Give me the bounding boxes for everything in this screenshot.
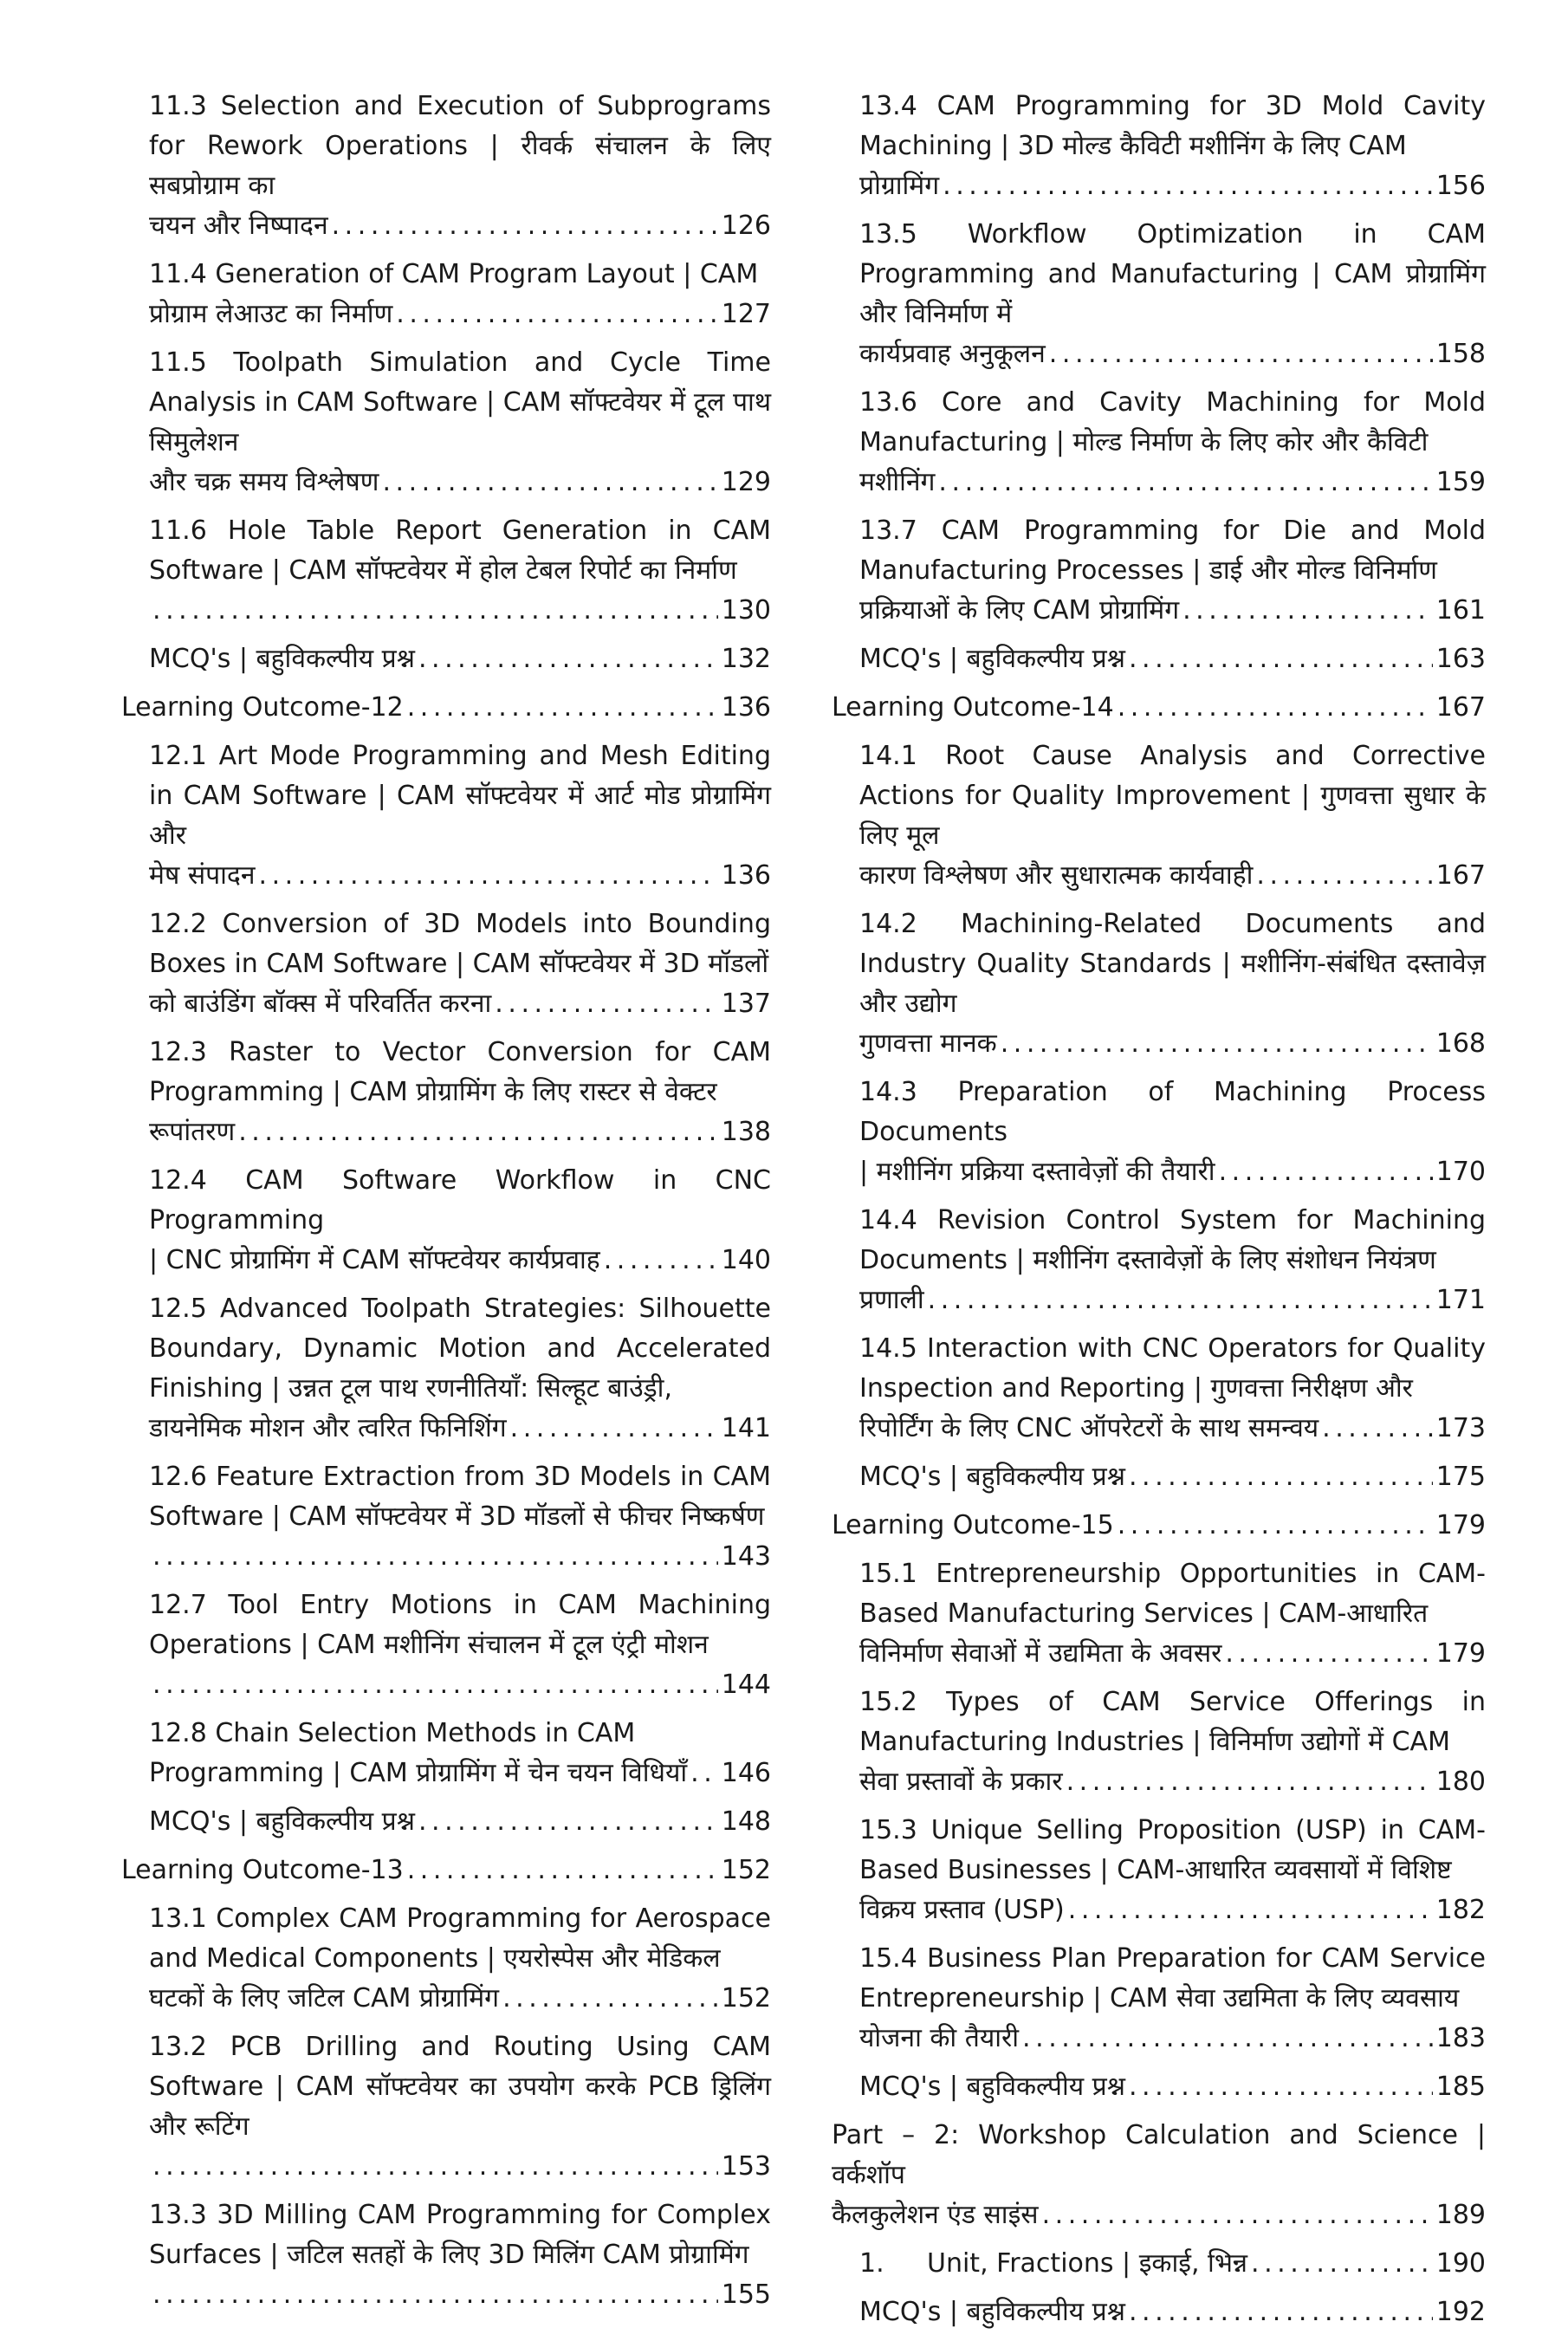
toc-column-right [832, 87, 1486, 2341]
toc-entry-lead: MCQ's | बहुविकल्पीय प्रश्न [149, 1806, 415, 1837]
toc-leader-row [149, 1409, 771, 1449]
toc-entry[interactable] [149, 255, 771, 334]
toc-entry-lead: सेवा प्रस्तावों के प्रकार [859, 1767, 1063, 1797]
toc-entry[interactable] [149, 905, 771, 1024]
dot-leader [943, 166, 1433, 206]
toc-page-number: 136 [721, 860, 771, 891]
toc-entry[interactable] [149, 1033, 771, 1152]
dot-leader [510, 1409, 718, 1449]
toc-entry[interactable] [121, 688, 771, 728]
toc-entry-title: 14.5 Interaction with CNC Operators for Quality Inspection and Reporting | गुणवत्ता निरीक्षण और [859, 1333, 1486, 1404]
dot-leader [495, 984, 717, 1024]
toc-entry[interactable] [859, 383, 1486, 503]
dot-leader [1129, 2292, 1433, 2332]
dot-leader [690, 1754, 718, 1793]
dot-leader [1022, 2019, 1433, 2059]
toc-entry[interactable] [859, 1073, 1486, 1192]
dot-leader [396, 295, 717, 334]
toc-page-number: 167 [1435, 860, 1486, 891]
toc-entry[interactable] [149, 1714, 771, 1793]
toc-entry-number: 1. [859, 2248, 884, 2279]
toc-entry-lead: और चक्र समय विश्लेषण [149, 467, 379, 497]
toc-entry-lead: कैलकुलेशन एंड साइंस [832, 2200, 1039, 2230]
toc-entry[interactable] [149, 511, 771, 631]
toc-page-number: 175 [1435, 1462, 1486, 1492]
dot-leader [407, 1851, 718, 1890]
toc-entry-title: 14.1 Root Cause Analysis and Corrective Actions for Quality Improvement | गुणवत्ता सुधार के लिए मूल [859, 741, 1486, 851]
toc-entry-title: 12.3 Raster to Vector Conversion for CAM Programming | CAM प्रोग्रामिंग के लिए रास्टर से वेक्टर [149, 1037, 771, 1107]
dot-leader [152, 2275, 718, 2315]
dot-leader [332, 206, 718, 246]
toc-leader-row [859, 1281, 1486, 1320]
toc-entry[interactable] [859, 2292, 1486, 2332]
toc-entry-title: 15.1 Entrepreneurship Opportunities in CAM-Based Manufacturing Services | CAM-आधारित [859, 1559, 1486, 1629]
toc-entry-title: 12.5 Advanced Toolpath Strategies: Silhouette Boundary, Dynamic Motion and Accelerated Finishing | उन्नत टूल पाथ रणनीतियाँ: सिल्हूट बाउंड्री, [149, 1294, 771, 1404]
toc-leader-row [859, 1890, 1486, 1930]
toc-page-number: 137 [721, 989, 771, 1019]
dot-leader [1225, 1634, 1432, 1674]
toc-page-number: 126 [721, 211, 771, 241]
dot-leader [418, 639, 718, 679]
toc-leader-row [859, 334, 1486, 374]
toc-entry-title: 14.4 Revision Control System for Machining Documents | मशीनिंग दस्तावेज़ों के लिए संशोधन नियंत्रण [859, 1205, 1486, 1275]
dot-leader [1251, 2244, 1433, 2284]
dot-leader [238, 1112, 718, 1152]
toc-page-number: 167 [1435, 692, 1486, 723]
toc-entry-title: 14.2 Machining-Related Documents and Industry Quality Standards | मशीनिंग-संबंधित दस्तावेज़ और उद्योग [859, 909, 1486, 1019]
toc-entry[interactable] [149, 2195, 771, 2315]
dot-leader [152, 2147, 718, 2187]
toc-page-number: 192 [1435, 2297, 1486, 2327]
toc-entry-title: 12.6 Feature Extraction from 3D Models in CAM Software | CAM सॉफ्टवेयर में 3D मॉडलों से फीचर निष्कर्षण [149, 1462, 771, 1532]
toc-entry[interactable] [859, 736, 1486, 896]
toc-entry-lead: | मशीनिंग प्रक्रिया दस्तावेज़ों की तैयारी [859, 1157, 1215, 1187]
dot-leader [1066, 1762, 1433, 1802]
toc-entry[interactable] [149, 1802, 771, 1842]
toc-entry-lead: कार्यप्रवाह अनुकूलन [859, 339, 1046, 369]
toc-page-number: 156 [1435, 171, 1486, 201]
toc-entry[interactable] [149, 1899, 771, 2019]
toc-leader-row [149, 1979, 771, 2019]
dot-leader [1129, 1457, 1433, 1497]
toc-leader-row [121, 1851, 771, 1890]
toc-entry-lead: रूपांतरण [149, 1117, 236, 1147]
toc-entry-lead: विनिर्माण सेवाओं में उद्यमिता के अवसर [859, 1638, 1222, 1669]
toc-entry[interactable] [859, 1554, 1486, 1674]
toc-page-number: 180 [1435, 1767, 1486, 1797]
toc-leader-row [859, 2244, 1486, 2284]
toc-page-number: 182 [1435, 1895, 1486, 1925]
toc-entry-lead: मशीनिंग [859, 467, 936, 497]
toc-entry-lead: MCQ's | बहुविकल्पीय प्रश्न [859, 2072, 1125, 2102]
toc-entry[interactable] [859, 905, 1486, 1064]
toc-entry-title: 12.8 Chain Selection Methods in CAM [149, 1718, 636, 1748]
toc-page-number: 183 [1435, 2023, 1486, 2053]
toc-entry-lead: चयन और निष्पादन [149, 211, 328, 241]
toc-entry[interactable] [859, 2067, 1486, 2107]
toc-entry[interactable] [859, 1201, 1486, 1320]
toc-entry-title: 15.3 Unique Selling Proposition (USP) in CAM-Based Businesses | CAM-आधारित व्यवसायों में विशिष्ट [859, 1815, 1486, 1885]
toc-entry-lead: MCQ's | बहुविकल्पीय प्रश्न [859, 2297, 1125, 2327]
toc-page-number: 189 [1435, 2200, 1486, 2230]
toc-entry[interactable] [832, 688, 1486, 728]
toc-entry[interactable] [859, 1683, 1486, 1802]
toc-entry[interactable] [859, 1939, 1486, 2059]
toc-leader-row [149, 295, 771, 334]
toc-leader-row [832, 688, 1486, 728]
toc-entry-title: 13.2 PCB Drilling and Routing Using CAM Software | CAM सॉफ्टवेयर का उपयोग करके PCB ड्रिलिंग और रूटिंग [149, 2032, 771, 2142]
toc-page-number: 130 [721, 595, 771, 626]
dot-leader [502, 1979, 718, 2019]
toc-entry[interactable] [859, 215, 1486, 374]
toc-leader-row [859, 856, 1486, 896]
toc-entry-lead: Learning Outcome-15 [832, 1510, 1114, 1540]
toc-entry[interactable] [859, 1811, 1486, 1930]
toc-page-number: 163 [1435, 644, 1486, 674]
toc-entry-lead: Programming | CAM प्रोग्रामिंग में चेन चयन विधियाँ [149, 1758, 688, 1788]
toc-leader-row [149, 1537, 771, 1577]
toc-entry-title: 12.1 Art Mode Programming and Mesh Editing in CAM Software | CAM सॉफ्टवेयर में आर्ट मोड प्रोग्रामिंग और [149, 741, 771, 851]
toc-entry[interactable] [859, 87, 1486, 206]
toc-entry-lead: प्रोग्रामिंग [859, 171, 940, 201]
toc-page-number: 185 [1435, 2072, 1486, 2102]
toc-leader-row [149, 591, 771, 631]
toc-leader-row [149, 463, 771, 503]
toc-entry[interactable] [859, 1329, 1486, 1449]
dot-leader [1256, 856, 1432, 896]
toc-entry-title: 14.3 Preparation of Machining Process Documents [859, 1077, 1486, 1147]
toc-page-number: 146 [721, 1758, 771, 1788]
toc-page-number: 190 [1435, 2248, 1486, 2279]
dot-leader [382, 463, 717, 503]
toc-entry[interactable] [859, 639, 1486, 679]
toc-entry[interactable] [149, 1457, 771, 1577]
dot-leader [1182, 591, 1433, 631]
toc-leader-row [859, 591, 1486, 631]
toc-leader-row [149, 1665, 771, 1705]
toc-leader-row [149, 2147, 771, 2187]
toc-entry-title: 12.4 CAM Software Workflow in CNC Programming [149, 1165, 771, 1235]
dot-leader [152, 1665, 718, 1705]
toc-entry[interactable] [121, 1851, 771, 1890]
toc-page-number: 179 [1435, 1638, 1486, 1669]
toc-entry[interactable] [832, 1506, 1486, 1546]
toc-leader-row [149, 639, 771, 679]
toc-page-number: 140 [721, 1245, 771, 1275]
dot-leader [938, 463, 1432, 503]
dot-leader [1042, 2195, 1433, 2235]
toc-entry-title: 11.4 Generation of CAM Program Layout | CAM [149, 259, 759, 289]
toc-leader-row [121, 688, 771, 728]
toc-entry-lead: डायनेमिक मोशन और त्वरित फिनिशिंग [149, 1413, 507, 1443]
toc-leader-row [859, 166, 1486, 206]
toc-entry[interactable] [149, 1289, 771, 1449]
dot-leader [1049, 334, 1433, 374]
toc-entry-title: 11.6 Hole Table Report Generation in CAM Software | CAM सॉफ्टवेयर में होल टेबल रिपोर्ट का निर्माण [149, 516, 771, 586]
toc-entry[interactable] [149, 1161, 771, 1281]
toc-leader-row [149, 1112, 771, 1152]
toc-entry-title: 11.3 Selection and Execution of Subprograms for Rework Operations | रीवर्क संचालन के लिए सबप्रोग्राम का [149, 91, 771, 201]
toc-entry-lead: Learning Outcome-14 [832, 692, 1114, 723]
toc-entry-lead: Learning Outcome-13 [121, 1855, 404, 1885]
toc-entry[interactable] [859, 511, 1486, 631]
toc-entry-title: 13.3 3D Milling CAM Programming for Complex Surfaces | जटिल सतहों के लिए 3D मिलिंग CAM प्रोग्रामिंग [149, 2200, 771, 2270]
dot-leader [928, 1281, 1433, 1320]
toc-leader-row [859, 2019, 1486, 2059]
toc-entry-title: 15.2 Types of CAM Service Offerings in Manufacturing Industries | विनिर्माण उद्योगों में CAM [859, 1687, 1486, 1757]
toc-entry-title: 13.4 CAM Programming for 3D Mold Cavity Machining | 3D मोल्ड कैविटी मशीनिंग के लिए CAM [859, 91, 1486, 161]
toc-page-number: 138 [721, 1117, 771, 1147]
toc-leader-row [859, 2292, 1486, 2332]
toc-entry-lead: कारण विश्लेषण और सुधारात्मक कार्यवाही [859, 860, 1254, 891]
toc-leader-row [149, 1754, 771, 1793]
toc-entry[interactable] [832, 2116, 1486, 2235]
toc-leader-row [859, 1152, 1486, 1192]
toc-entry-lead: Learning Outcome-12 [121, 692, 404, 723]
toc-leader-row [859, 1457, 1486, 1497]
toc-page-number: 132 [721, 644, 771, 674]
toc-leader-row [832, 1506, 1486, 1546]
toc-entry-lead: MCQ's | बहुविकल्पीय प्रश्न [859, 644, 1125, 674]
dot-leader [1001, 1024, 1433, 1064]
toc-entry[interactable] [149, 736, 771, 896]
toc-entry-lead: MCQ's | बहुविकल्पीय प्रश्न [859, 1462, 1125, 1492]
dot-leader [152, 591, 718, 631]
toc-page-number: 155 [721, 2279, 771, 2310]
toc-entry-lead: MCQ's | बहुविकल्पीय प्रश्न [149, 644, 415, 674]
toc-page-number: 170 [1435, 1157, 1486, 1187]
toc-page-number: 152 [721, 1983, 771, 2014]
toc-leader-row [859, 1024, 1486, 1064]
toc-entry-lead: मेष संपादन [149, 860, 256, 891]
toc-entry[interactable] [149, 1586, 771, 1705]
toc-entry-title: 13.5 Workflow Optimization in CAM Programming and Manufacturing | CAM प्रोग्रामिंग और विनिर्माण में [859, 219, 1486, 329]
toc-leader-row [859, 1762, 1486, 1802]
toc-page-number: 136 [721, 692, 771, 723]
toc-leader-row [859, 1409, 1486, 1449]
toc-leader-row [859, 1634, 1486, 1674]
toc-entry-lead: | CNC प्रोग्रामिंग में CAM सॉफ्टवेयर कार्यप्रवाह [149, 1245, 600, 1275]
toc-entry[interactable] [859, 2244, 1486, 2284]
toc-entry[interactable] [859, 1457, 1486, 1497]
toc-leader-row [149, 1241, 771, 1281]
toc-entry-title: Part – 2: Workshop Calculation and Science | वर्कशॉप [832, 2120, 1486, 2190]
toc-page-number: 129 [721, 467, 771, 497]
dot-leader [152, 1537, 718, 1577]
toc-entry-lead: प्रक्रियाओं के लिए CAM प्रोग्रामिंग [859, 595, 1180, 626]
toc-entry-lead: को बाउंडिंग बॉक्स में परिवर्तित करना [149, 989, 492, 1019]
toc-page-number: 158 [1435, 339, 1486, 369]
toc-entry-lead: Unit, Fractions | इकाई, भिन्न [927, 2248, 1248, 2279]
toc-leader-row [149, 206, 771, 246]
toc-entry-title: 12.2 Conversion of 3D Models into Bounding Boxes in CAM Software | CAM सॉफ्टवेयर में 3D मॉडलों [149, 909, 771, 979]
toc-leader-row [832, 2195, 1486, 2235]
toc-page-number: 159 [1435, 467, 1486, 497]
toc-page-number: 144 [721, 1670, 771, 1700]
toc-entry-lead: प्रणाली [859, 1285, 924, 1315]
toc-page-number: 141 [721, 1413, 771, 1443]
toc-entry-title: 15.4 Business Plan Preparation for CAM Service Entrepreneurship | CAM सेवा उद्यमिता के लिए व्यवसाय [859, 1943, 1486, 2014]
toc-entry[interactable] [149, 639, 771, 679]
toc-entry-lead: घटकों के लिए जटिल CAM प्रोग्रामिंग [149, 1983, 500, 2014]
toc-entry-title: 11.5 Toolpath Simulation and Cycle Time Analysis in CAM Software | CAM सॉफ्टवेयर में टूल पाथ सिमुलेशन [149, 347, 771, 457]
dot-leader [1118, 688, 1433, 728]
dot-leader [1129, 2067, 1433, 2107]
toc-entry-lead: रिपोर्टिंग के लिए CNC ऑपरेटरों के साथ समन्वय [859, 1413, 1319, 1443]
dot-leader [1068, 1890, 1433, 1930]
toc-entry[interactable] [149, 87, 771, 246]
toc-page-number: 148 [721, 1806, 771, 1837]
toc-page-number: 127 [721, 299, 771, 329]
dot-leader [1129, 639, 1433, 679]
dot-leader [407, 688, 718, 728]
toc-entry-title: 13.6 Core and Cavity Machining for Mold Manufacturing | मोल्ड निर्माण के लिए कोर और कैविटी [859, 387, 1486, 457]
toc-entry-title: 13.1 Complex CAM Programming for Aerospace and Medical Components | एयरोस्पेस और मेडिकल [149, 1903, 771, 1974]
dot-leader [259, 856, 718, 896]
toc-leader-row [149, 984, 771, 1024]
toc-leader-row [149, 1802, 771, 1842]
toc-page-number: 179 [1435, 1510, 1486, 1540]
dot-leader [1219, 1152, 1433, 1192]
toc-entry-title: 12.7 Tool Entry Motions in CAM Machining Operations | CAM मशीनिंग संचालन में टूल एंट्री मोशन [149, 1590, 771, 1660]
toc-page-number: 152 [721, 1855, 771, 1885]
dot-leader [418, 1802, 718, 1842]
toc-column-left [121, 87, 771, 2324]
dot-leader [604, 1241, 718, 1281]
toc-entry-lead: गुणवत्ता मानक [859, 1028, 997, 1059]
toc-entry[interactable] [149, 343, 771, 503]
dot-leader [1322, 1409, 1433, 1449]
toc-page-number: 168 [1435, 1028, 1486, 1059]
toc-page-number: 153 [721, 2151, 771, 2182]
toc-entry[interactable] [149, 2027, 771, 2187]
toc-page-number: 143 [721, 1541, 771, 1572]
toc-entry-title: 13.7 CAM Programming for Die and Mold Manufacturing Processes | डाई और मोल्ड विनिर्माण [859, 516, 1486, 586]
toc-leader-row [859, 639, 1486, 679]
toc-page-number: 173 [1435, 1413, 1486, 1443]
toc-leader-row [859, 2067, 1486, 2107]
toc-entry-lead: विक्रय प्रस्ताव (USP) [859, 1895, 1065, 1925]
dot-leader [1118, 1506, 1433, 1546]
toc-entry-lead: योजना की तैयारी [859, 2023, 1020, 2053]
toc-entry-lead: प्रोग्राम लेआउट का निर्माण [149, 299, 393, 329]
toc-leader-row [859, 463, 1486, 503]
toc-leader-row [149, 2275, 771, 2315]
toc-page-number: 171 [1435, 1285, 1486, 1315]
toc-leader-row [149, 856, 771, 896]
toc-page-number: 161 [1435, 595, 1486, 626]
